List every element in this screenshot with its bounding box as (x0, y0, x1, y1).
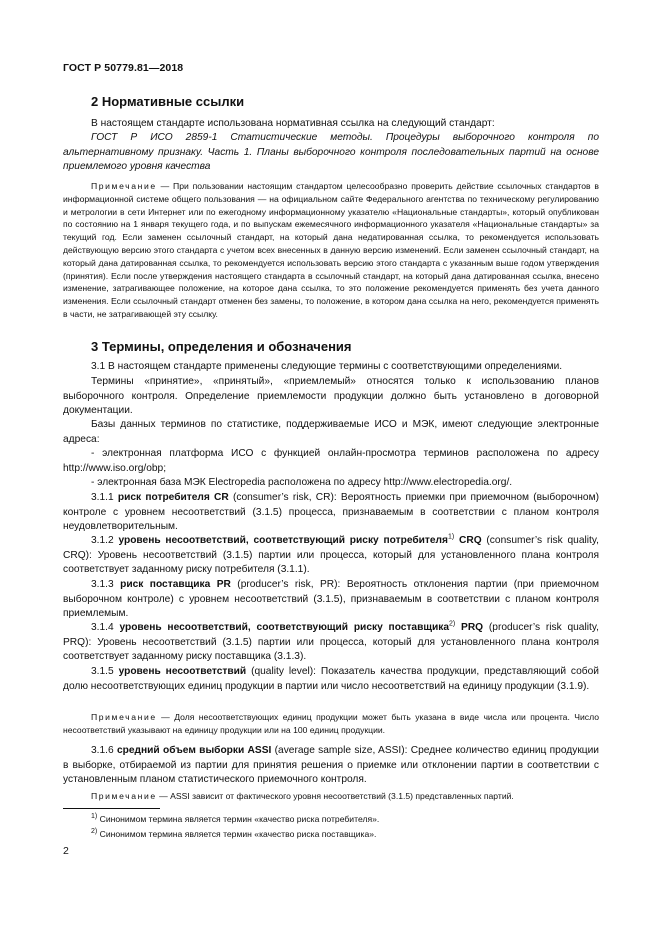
term-number: 3.1.5 (91, 666, 119, 677)
footnote-mark: 2) (91, 828, 98, 836)
footnote-text: Синонимом термина является термин «качество риска потребителя». (97, 814, 380, 824)
term-number: 3.1.1 (91, 492, 118, 503)
term-abbreviation: CRQ (454, 535, 482, 546)
term-number: 3.1.3 (91, 579, 121, 590)
term-name: уровень несоответствий (118, 666, 247, 677)
term-3-1-3 (63, 578, 599, 622)
term-3-1-5 (63, 665, 599, 694)
note-text: — При пользовании настоящим стандартом целесообразно проверить действие ссылочных стандартов в информационной системе общего пользования — на официальном сайте Федерального агентства по техническому регулированию и метрологии в сети Интернет или по ежегодному информационному указателю «Национальные стандарты», который опубликован по состоянию на 1 января текущего года, и по выпускам ежемесячного информационного указателя «Национальные стандарты» за текущий год. Если заменен ссылочный стандарт, на который дана недатированная ссылка, то рекомендуется использовать действующую версию этого стандарта с учетом всех внесенных в данную версию изменений. Если заменен ссылочный стандарт, на который дана датированная ссылка, то рекомендуется использовать версию этого стандарта с указанным выше годом утверждения (принятия). Если после утверждения настоящего стандарта в ссылочный стандарт, на который дана датированная ссылка, внесено изменение, затрагивающее положение, на которое дана ссылка, то это положение рекомендуется применять без учета данного изменения. Если ссылочный стандарт отменен без замены, то положение, в котором дана ссылка на него, рекомендуется применять в части, не затрагивающей эту ссылку. (63, 181, 599, 319)
normative-reference: ГОСТ Р ИСО 2859-1 Статистические методы. Процедуры выборочного контроля по альтернативному признаку. Часть 1. Планы выборочного контроля последовательных партий на основе приемлемого уровня качества (63, 132, 599, 172)
term-definition: (producer’s risk quality, PRQ): Уровень несоответствий (3.1.5) партии или процесса, который для установленного плана контроля соответствует заданному риску поставщика (3.1.3). (63, 622, 599, 662)
section-2-title: 2 Нормативные ссылки (91, 94, 245, 109)
note-label: Примечание (91, 712, 157, 722)
term-3-1-1 (63, 491, 599, 535)
term-3-1-6 (63, 744, 599, 788)
paragraph-terms-usage: Термины «принятие», «принятый», «приемлемый» относятся только к использованию планов выборочного контроля. Определение приемлемости продукции должно быть установлено в договорной документации. (63, 376, 599, 416)
footnote-ref: 2) (449, 620, 456, 628)
term-definition: (quality level): Показатель качества продукции, представляющий собой долю несоответствующих единиц продукции в партии или число несоответствий на единицу продукции (3.1.9). (63, 666, 599, 692)
paragraph-3-1: 3.1 В настоящем стандарте применены следующие термины с соответствующими определениями. (91, 361, 563, 372)
term-name: риск потребителя CR (117, 492, 229, 503)
term-number: 3.1.2 (91, 535, 119, 546)
term-name: уровень несоответствий, соответствующий риску потребителя (118, 535, 448, 546)
bullet-iso-platform: - электронная платформа ИСО с функцией онлайн-просмотра терминов расположена по адресу http://www.iso.org/obp; (63, 448, 599, 474)
footnote-mark: 1) (91, 813, 98, 821)
term-3-1-6-note (63, 790, 599, 803)
term-name: уровень несоответствий, соответствующий риску поставщика (119, 622, 449, 633)
section-3-title: 3 Термины, определения и обозначения (91, 339, 352, 354)
term-number: 3.1.6 (91, 745, 117, 756)
section-2-intro: В настоящем стандарте использована нормативная ссылка на следующий стандарт: (91, 118, 495, 129)
section-2-note (63, 180, 599, 321)
term-definition: (average sample size, ASSI): Среднее количество единиц продукции в выборке, отбираемой из партии для принятия решения о приемке или отклонении партии в соответствии с установленным планом статистического приемочного контроля. (63, 745, 599, 785)
term-name: риск поставщика PR (120, 579, 231, 590)
note-text: — ASSI зависит от фактического уровня несоответствий (3.1.5) представленных партий. (156, 791, 514, 801)
term-3-1-5-note (63, 711, 599, 737)
note-text: — Доля несоответствующих единиц продукции может быть указана в виде числа или процента. Число несоответствий указывают на единицу продукции или на 100 единиц продукции. (63, 712, 599, 735)
footnote-text: Синонимом термина является термин «качество риска поставщика». (97, 829, 377, 839)
note-label: Примечание (91, 181, 157, 191)
term-abbreviation: PRQ (455, 622, 484, 633)
footnote-1 (91, 813, 379, 825)
footnote-2 (91, 828, 376, 840)
term-number: 3.1.4 (91, 622, 120, 633)
footnote-separator (63, 808, 160, 809)
paragraph-databases: Базы данных терминов по статистике, поддерживаемые ИСО и МЭК, имеют следующие электронные адреса: (63, 419, 599, 445)
bullet-iec-electropedia: - электронная база МЭК Electropedia расположена по адресу http://www.electropedia.org/. (91, 477, 513, 488)
term-definition: (consumer’s risk, CR): Вероятность приемки при приемочном (выборочном) контроле с уровнем несоответствий (3.1.5) процесса, признаваемым в соответствии с планом контроля неудовлетворительным. (63, 492, 599, 532)
document-header: ГОСТ Р 50779.81—2018 (63, 62, 184, 74)
footnote-ref: 1) (447, 533, 455, 541)
term-3-1-4 (63, 621, 599, 665)
term-definition: (producer’s risk, PR): Вероятность отклонения партии (при приемочном выборочном контроле) с уровнем несоответствий (3.1.5), признаваемым в соответствии с планом контроля приемлемым. (63, 579, 599, 619)
term-3-1-2 (63, 534, 599, 578)
page-number: 2 (63, 845, 69, 857)
term-name: средний объем выборки ASSI (116, 745, 272, 756)
note-label: Примечание (91, 791, 157, 801)
term-definition: (consumer’s risk quality, CRQ): Уровень несоответствий (3.1.5) партии или процесса, который для установленного плана контроля соответствует заданному риску потребителя (3.1.1). (63, 535, 600, 575)
